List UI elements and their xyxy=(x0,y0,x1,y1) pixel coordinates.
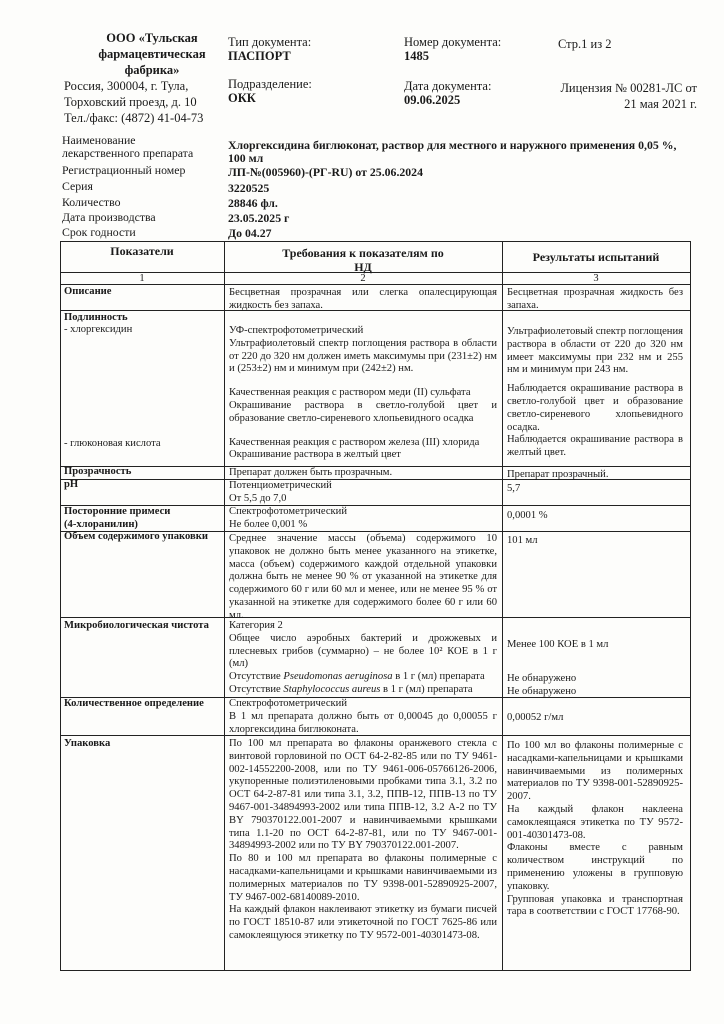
row-label-impurities: Посторонние примеси (4-хлоранилин) xyxy=(64,506,171,530)
table-border xyxy=(690,241,691,971)
packing-requirement: По 100 мл препарата во флаконы оранжевого стекла с винтовой горловиной по ОСТ 64-2-82-85 или по ТУ 9461-002-14552200-2008, или по ТУ 9461-006-05766126-2006, укупоренные полиэтиленовыми пробками типа 3.1, 3.2 по ОСТ 64-2-87-81 или типа 3.1, 3.2, ППВ-12, ППВ-13 по ТУ 9467-001-34894993-2002 или типа ППВ-12, 3.2 А-2 по ТУ BY 790370122.001-2007 и навинчиваемыми крышками типа 1.1-20 по ОСТ 64-2-87-81, или по ТУ 9467-001-34894993-2002 или по ТУ BY 790370122.001-2007. По 80 и 100 мл препарата во флаконы полимерные с насадками-капельницами и крышками навинчиваемыми из полимерных материалов по ТУ 9398-001-52890925-2007, ТУ 9467-002-68140089-2010. На каждый флакон наклеивают этикетку из бумаги писчей по ГОСТ 18510-87 или этикеточной по ГОСТ 7625-86 или самоклеящуюся этикетку по ТУ 9572-001-40301473-08. xyxy=(229,738,497,941)
table-border xyxy=(60,241,691,242)
column-number: 2 xyxy=(360,273,366,284)
reg-number-value: ЛП-№(005960)-(РГ-RU) от 25.06.2024 xyxy=(228,165,423,179)
license: Лицензия № 00281-ЛС от 21 мая 2021 г. xyxy=(560,81,697,111)
production-date-label: Дата производства xyxy=(62,210,156,224)
product-name-value: Хлоргексидина биглюконат, раствор для местного и наружного применения 0,05 %, 100 мл xyxy=(228,138,677,165)
impurities-result: 0,0001 % xyxy=(507,510,548,521)
expiry-label: Срок годности xyxy=(62,225,136,239)
table-border xyxy=(60,284,691,285)
clarity-result: Препарат прозрачный. xyxy=(507,469,609,480)
table-border xyxy=(60,970,691,971)
table-border xyxy=(60,241,61,971)
ph-requirement: Потенциометрический От 5,5 до 7,0 xyxy=(229,480,332,504)
volume-requirement: Среднее значение массы (объема) содержимого 10 упаковок не должно быть менее указанного на этикетке, масса (объем) содержимого каждой отдельной упаковки должна быть не менее 90 % от указанной на этикетке для содержимого 60 г или 60 мл и менее, или не менее 95 % от указанной на этикетке для содержимого более 60 г или 60 мл. xyxy=(229,533,497,621)
doc-number-value: 1485 xyxy=(404,49,429,63)
reg-number-label: Регистрационный номер xyxy=(62,163,186,177)
impurities-requirement: Спектрофотометрический Не более 0,001 % xyxy=(229,506,348,530)
quantity-label: Количество xyxy=(62,195,121,209)
row-label-volume: Объем содержимого упаковки xyxy=(64,531,208,542)
column-number: 1 xyxy=(139,273,145,284)
doc-date-label: Дата документа: xyxy=(404,79,492,93)
identity-result: Ультрафиолетовый спектр поглощения раствора в области от 220 до 320 нм имеет максимумы при 232 нм и 255 нм и минимум при 243 нм. Наблюдается окрашивание раствора в светло-голубой цвет и образование светло-сиреневого хлопьевидного осадка. Наблюдается окрашивание раствора в желтый цвет. xyxy=(507,326,683,459)
doc-type-label: Тип документа: xyxy=(228,35,312,49)
column-header-requirements: Требования к показателям по НД xyxy=(282,246,444,274)
company-address: Россия, 300004, г. Тула, Торховский проезд, д. 10 Тел./факс: (4872) 41-04-73 xyxy=(64,79,204,125)
microbiology-result-3: Не обнаружено xyxy=(507,686,577,697)
ph-result: 5,7 xyxy=(507,483,521,494)
column-number: 3 xyxy=(593,273,599,284)
volume-result: 101 мл xyxy=(507,535,538,546)
company-name: ООО «Тульская фармацевтическая фабрика» xyxy=(98,31,206,77)
table-border xyxy=(224,241,225,971)
description-result: Бесцветная прозрачная жидкость без запаха. xyxy=(507,287,683,311)
dept-label: Подразделение: xyxy=(228,77,312,91)
identity-requirement: УФ-спектрофотометрический Ультрафиолетовый спектр поглощения раствора в области от 220 до 320 нм должен иметь максимумы при (231±2) нм и (253±2) нм и минимум при (242±2) нм. Качественная реакция с раствором меди (II) сульфата Окрашивание раствора в светло-голубой цвет и образование светло-сиреневого хлопьевидного осадка Качественная реакция с раствором железа (III) хлорида Окрашивание раствора в желтый цвет xyxy=(229,325,497,461)
quantity-value: 28846 фл. xyxy=(228,196,278,210)
series-label: Серия xyxy=(62,179,93,193)
column-header-results: Результаты испытаний xyxy=(532,250,660,264)
page-number: Стр.1 из 2 xyxy=(558,37,612,51)
expiry-value: До 04.27 xyxy=(228,226,272,240)
row-label-packing: Упаковка xyxy=(64,738,111,749)
identity-sub-gluconic-acid: - глюконовая кислота xyxy=(64,438,161,449)
identity-sub-chlorhexidine: - хлоргексидин xyxy=(64,324,133,335)
product-name-label: Наименование лекарственного препарата xyxy=(62,133,194,160)
doc-type-value: ПАСПОРТ xyxy=(228,49,291,63)
row-label-clarity: Прозрачность xyxy=(64,466,132,477)
doc-date-value: 09.06.2025 xyxy=(404,93,461,107)
microbiology-requirement: Категория 2 Общее число аэробных бактерий и дрожжевых и плесневых грибов (суммарно) – не более 10² КОЕ в 1 г (мл) Отсутствие Pseudomonas aeruginosa в 1 г (мл) препарата Отсутствие Staphylococcus aureus в 1 г (мл) препарата xyxy=(229,620,497,695)
row-label-description: Описание xyxy=(64,286,112,297)
series-value: 3220525 xyxy=(228,181,270,195)
table-border xyxy=(502,241,503,971)
clarity-requirement: Препарат должен быть прозрачным. xyxy=(229,467,393,478)
row-label-identity: Подлинность xyxy=(64,312,128,323)
row-label-microbiology: Микробиологическая чистота xyxy=(64,620,209,631)
dept-value: ОКК xyxy=(228,91,256,105)
row-label-ph: pH xyxy=(64,479,79,490)
assay-requirement: Спектрофотометрический В 1 мл препарата должно быть от 0,00045 до 0,00055 г хлоргексидина биглюконата. xyxy=(229,698,497,735)
production-date-value: 23.05.2025 г xyxy=(228,211,290,225)
doc-number-label: Номер документа: xyxy=(404,35,502,49)
packing-result: По 100 мл во флаконы полимерные с насадками-капельницами и крышками навинчиваемыми из полимерных материалов по ТУ 9398-001-52890925-2007. На каждый флакон наклеена самоклеящаяся этикетка по ТУ 9572-001-40301473-08. Флаконы вместе с равным количеством инструкций по применению уложены в групповую упаковку. Групповая упаковка и транспортная тара в соответствии с ГОСТ 17768-90. xyxy=(507,740,683,918)
column-header-indicators: Показатели xyxy=(110,244,174,258)
microbiology-result-1: Менее 100 КОЕ в 1 мл xyxy=(507,639,609,650)
assay-result: 0,00052 г/мл xyxy=(507,712,564,723)
description-requirement: Бесцветная прозрачная или слегка опалесцирующая жидкость без запаха. xyxy=(229,287,497,311)
microbiology-result-2: Не обнаружено xyxy=(507,673,577,684)
row-label-assay: Количественное определение xyxy=(64,698,204,709)
